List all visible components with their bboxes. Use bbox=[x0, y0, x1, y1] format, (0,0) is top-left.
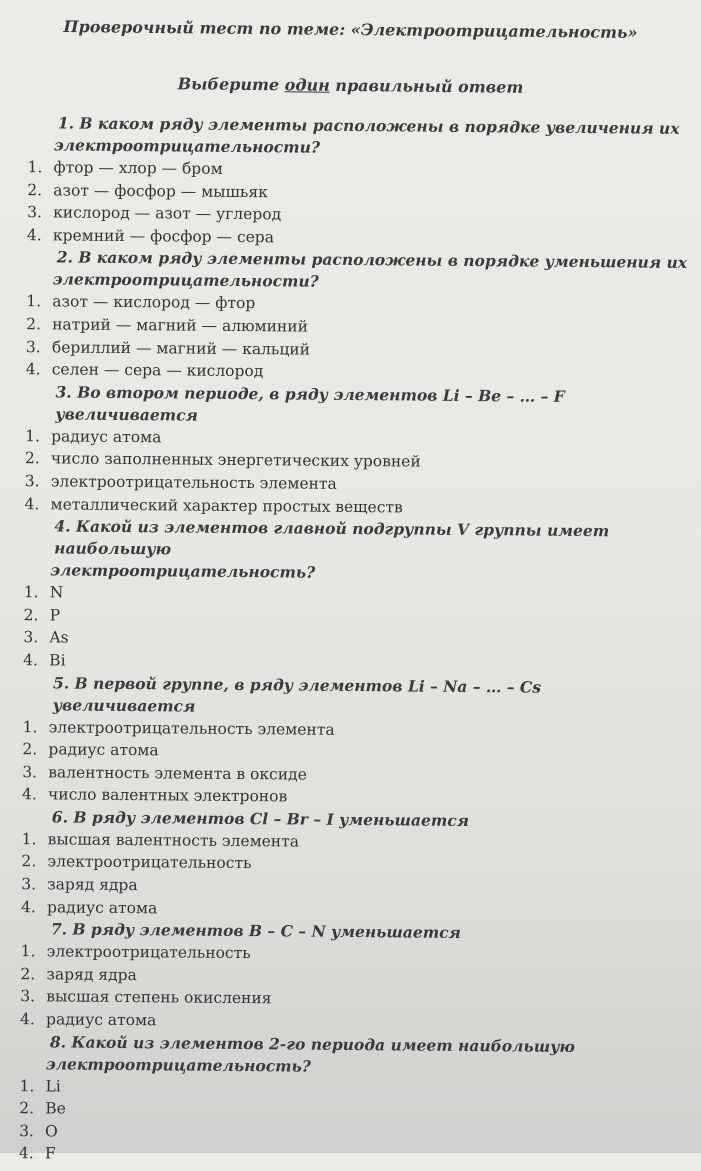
option-number: 4. bbox=[21, 785, 37, 804]
option-text: валентность элемента в оксиде bbox=[48, 763, 307, 784]
option-text: заряд ядра bbox=[46, 965, 137, 984]
option-text: бериллий — магний — кальций bbox=[51, 337, 311, 359]
option-text: As bbox=[49, 628, 69, 647]
option-number: 1. bbox=[26, 292, 42, 311]
option-number: 4. bbox=[20, 897, 36, 916]
question-text: 1. В каком ряду элементы расположены в порядке увеличения их bbox=[57, 113, 680, 138]
option-number: 4. bbox=[18, 1144, 34, 1163]
question-text-continued: электроотрицательность? bbox=[45, 1053, 312, 1076]
option-number: 1. bbox=[22, 717, 38, 736]
page-title: Проверочный тест по теме: «Электроотрицательность» bbox=[63, 16, 638, 43]
option-number: 3. bbox=[20, 987, 36, 1006]
option-number: 1. bbox=[21, 829, 37, 849]
option-number: 3. bbox=[19, 1121, 34, 1141]
question-4 bbox=[8, 515, 689, 587]
option-number: 1. bbox=[20, 942, 36, 961]
option-number: 2. bbox=[19, 1099, 35, 1118]
option-text: радиус атома bbox=[48, 740, 159, 760]
option-text: O bbox=[45, 1122, 58, 1141]
question-text: 6. В ряду элементов Cl – Br – I уменьшается bbox=[51, 807, 470, 830]
option-number: 3. bbox=[24, 472, 40, 491]
question-5 bbox=[7, 671, 687, 721]
question-2 bbox=[10, 246, 690, 296]
instruction bbox=[0, 72, 701, 98]
question-text: 4. Какой из элементов главной подгруппы V группы имеет наибольшую bbox=[54, 516, 610, 559]
option-text: заряд ядра bbox=[47, 875, 138, 895]
option-number: 4. bbox=[20, 1010, 35, 1029]
option-text: Li bbox=[45, 1076, 61, 1096]
question-3 bbox=[9, 381, 689, 431]
option-number: 1. bbox=[25, 426, 41, 446]
question-text: 2. В каком ряду элементы расположены в порядке уменьшения их bbox=[56, 247, 688, 273]
option-number: 2. bbox=[26, 315, 42, 334]
option-number: 2. bbox=[20, 964, 36, 984]
option-number: 1. bbox=[27, 158, 43, 177]
option-number: 4. bbox=[25, 360, 41, 379]
option-number: 3. bbox=[23, 628, 39, 647]
option-text: радиус атома bbox=[51, 427, 162, 447]
option-number: 4. bbox=[26, 225, 42, 245]
option-text: кремний — фосфор — сера bbox=[52, 226, 275, 247]
question-text: 5. В первой группе, в ряду элементов Li – Na – … – Cs увеличивается bbox=[52, 672, 542, 716]
option-text: фтор — хлор — бром bbox=[53, 158, 223, 178]
option-text: радиус атома bbox=[46, 897, 158, 917]
option-number: 3. bbox=[22, 762, 38, 781]
question-text-continued: электроотрицательности? bbox=[52, 269, 319, 292]
option-text: электроотрицательность bbox=[47, 852, 252, 873]
option-text: число валентных электронов bbox=[47, 785, 288, 806]
option-text: Be bbox=[45, 1099, 66, 1118]
option-text: кислород — азот — углерод bbox=[53, 203, 282, 224]
option-number: 2. bbox=[23, 605, 39, 624]
option-number: 4. bbox=[24, 494, 40, 513]
option-text: высшая валентность элемента bbox=[47, 830, 300, 851]
question-text-continued: электроотрицательность? bbox=[49, 560, 316, 582]
option-number: 1. bbox=[23, 583, 39, 602]
option-text: P bbox=[49, 606, 61, 625]
option-text: металлический характер простых веществ bbox=[50, 494, 403, 516]
instruction-prefix: Выберите bbox=[177, 74, 285, 95]
question-text: 7. В ряду элементов B – C – N уменьшается bbox=[50, 919, 462, 943]
option-number: 3. bbox=[27, 203, 42, 222]
option-text: электроотрицательность элемента bbox=[50, 472, 337, 493]
option-text: электроотрицательность bbox=[46, 942, 251, 963]
question-text-continued: электроотрицательности? bbox=[53, 135, 321, 157]
option-text: N bbox=[49, 583, 64, 602]
answer-option bbox=[3, 1142, 683, 1171]
option-text: электроотрицательность элемента bbox=[48, 717, 335, 739]
question-text: 3. Во втором периоде, в ряду элементов Li – Be – … – F увеличивается bbox=[55, 382, 565, 425]
option-number: 1. bbox=[19, 1076, 35, 1095]
question-1 bbox=[12, 112, 692, 162]
option-number: 3. bbox=[25, 337, 41, 356]
option-text: натрий — магний — алюминий bbox=[52, 315, 309, 336]
option-number: 4. bbox=[23, 651, 39, 670]
option-number: 2. bbox=[24, 449, 40, 468]
question-text: 8. Какой из элементов 2-го периода имеет наибольшую bbox=[49, 1031, 576, 1056]
option-text: число заполненных энергетических уровней bbox=[50, 449, 421, 471]
option-text: азот — кислород — фтор bbox=[52, 292, 256, 313]
option-text: F bbox=[44, 1144, 56, 1163]
question-8 bbox=[4, 1031, 684, 1081]
option-text: высшая степень окисления bbox=[46, 987, 272, 1008]
option-number: 2. bbox=[22, 740, 38, 759]
option-text: Bi bbox=[49, 651, 66, 670]
option-text: радиус атома bbox=[46, 1010, 157, 1030]
option-number: 2. bbox=[27, 180, 43, 199]
instruction-underlined-word: один bbox=[284, 75, 330, 95]
option-text: селен — сера — кислород bbox=[51, 360, 264, 381]
option-number: 3. bbox=[21, 875, 37, 894]
questions-list bbox=[3, 112, 692, 1171]
option-text: азот — фосфор — мышьяк bbox=[53, 180, 268, 201]
option-number: 2. bbox=[21, 852, 37, 871]
instruction-suffix: правильный ответ bbox=[329, 75, 524, 97]
